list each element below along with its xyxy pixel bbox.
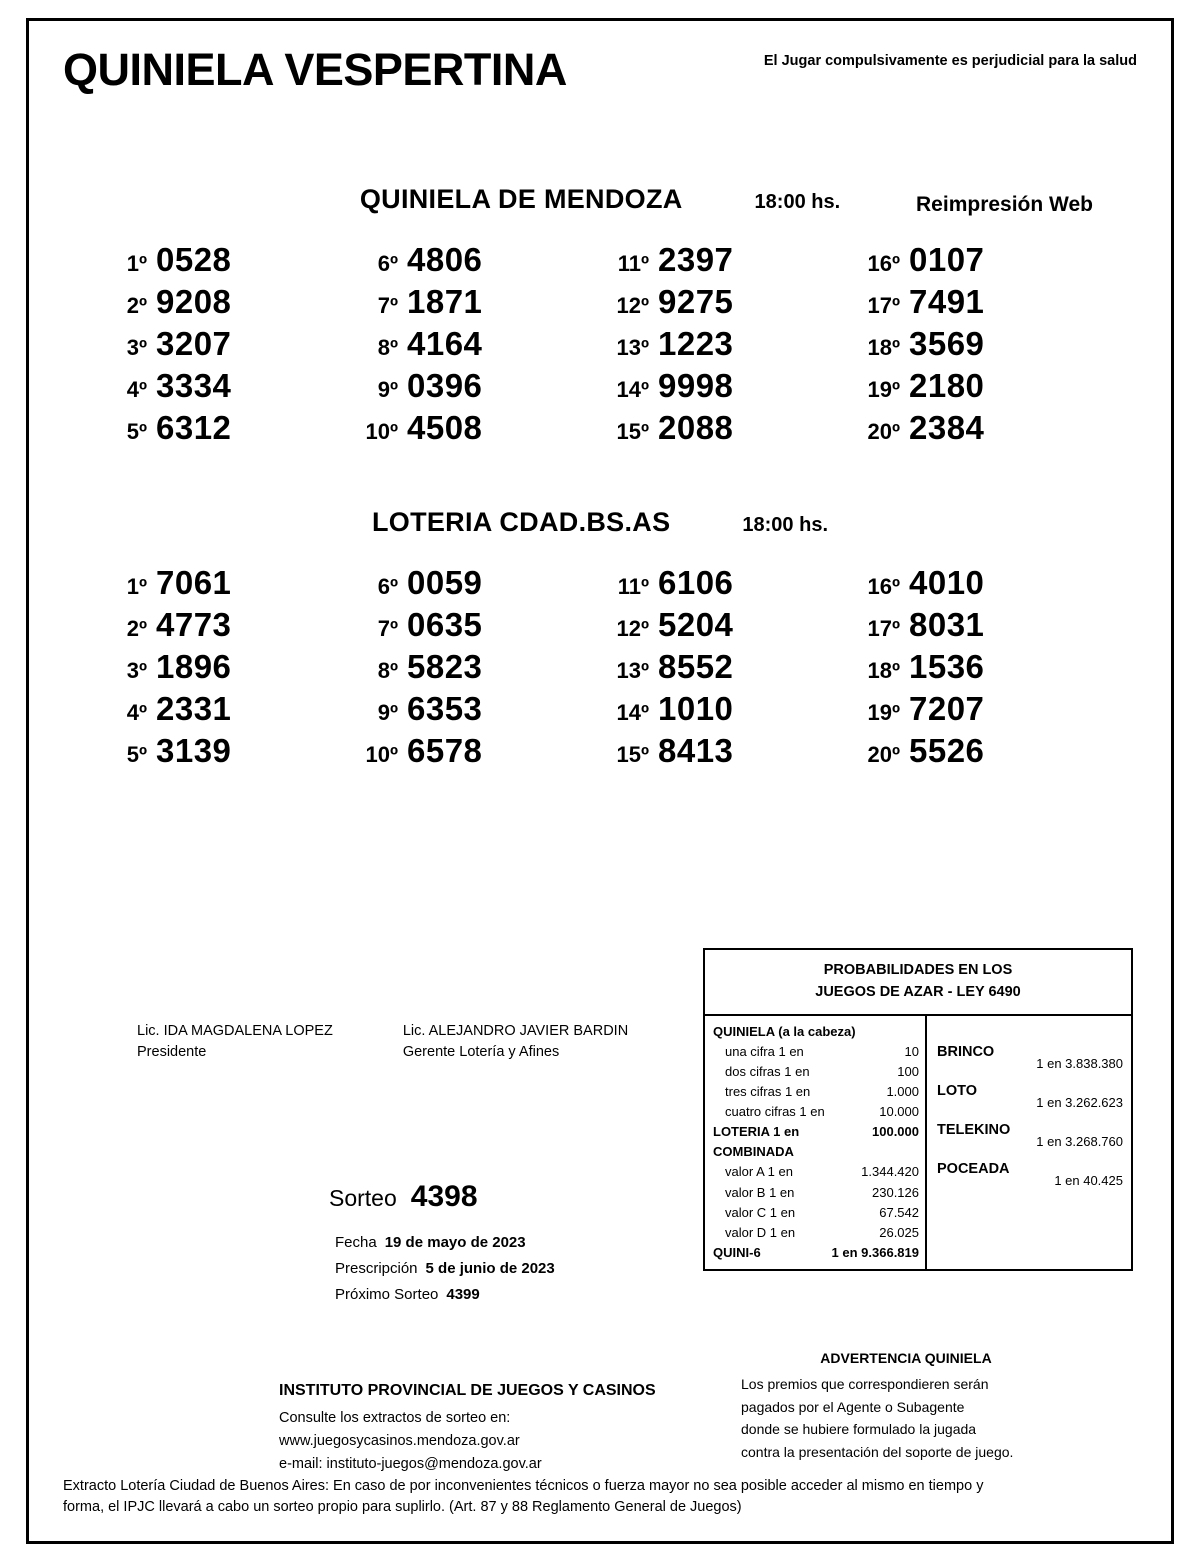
result-cell [611,690,862,728]
game-probability [937,1083,1123,1110]
result-cell [862,367,1113,405]
proximo-label: Próximo Sorteo [335,1286,439,1303]
result-number: 0107 [909,241,985,278]
result-number: 7491 [909,283,985,320]
probability-value: 100.000 [872,1124,919,1140]
result-number: 3139 [156,732,232,769]
result-number: 1536 [909,648,985,685]
result-position: 8º [377,658,398,683]
result-position: 9º [377,700,398,725]
result-number: 4773 [156,606,232,643]
result-cell [862,690,1113,728]
probability-row [713,1022,919,1042]
signature-role: Gerente Lotería y Afines [402,1044,560,1061]
results-sheet [26,18,1174,1544]
result-cell [360,409,611,447]
header [63,43,1137,95]
result-number: 5526 [909,732,985,769]
result-number: 1871 [407,283,483,320]
result-position: 18º [867,658,900,683]
probabilities-title [705,950,1131,1016]
result-position: 19º [867,700,900,725]
result-position: 11º [617,574,649,599]
result-position: 2º [126,616,147,641]
result-position: 5º [126,419,147,444]
result-position: 10º [365,419,398,444]
result-cell [611,732,862,770]
result-position: 14º [616,377,649,402]
probability-row [713,1102,919,1122]
result-position: 3º [126,658,147,683]
probability-row [713,1142,919,1162]
probability-value: 1.000 [886,1083,919,1099]
result-position: 14º [616,700,649,725]
probability-label: una cifra 1 en [725,1043,804,1059]
result-position: 13º [616,335,649,360]
result-number: 0396 [407,367,483,404]
result-position: 4º [126,377,147,402]
probability-label: QUINIELA (a la cabeza) [713,1023,856,1039]
result-cell [360,241,611,279]
result-cell [109,367,360,405]
result-number: 6353 [407,690,483,727]
result-position: 10º [365,742,398,767]
probabilities-left-column [705,1016,927,1270]
probability-value: 10.000 [879,1104,919,1120]
result-cell [611,241,862,279]
result-number: 6578 [407,732,483,769]
advertencia-line-2: pagados por el Agente o Subagente [741,1398,965,1415]
result-position: 7º [377,293,398,318]
result-position: 15º [616,742,649,767]
probabilities-title-line1: PROBABILIDADES EN LOS [823,962,1013,978]
advertencia-line-1: Los premios que correspondieren serán [741,1376,989,1393]
result-position: 7º [377,616,398,641]
result-cell [862,283,1113,321]
result-cell [109,564,360,602]
probability-label: LOTERIA 1 en [713,1124,800,1140]
advertencia-block [741,1347,1071,1463]
probability-row [713,1243,919,1263]
result-cell [360,564,611,602]
result-number: 2397 [658,241,734,278]
result-position: 12º [616,293,649,318]
result-position: 11º [617,251,649,276]
signature-manager [403,1021,628,1063]
result-cell [109,690,360,728]
result-number: 2331 [156,690,232,727]
draw-header [63,507,1137,538]
result-position: 5º [126,742,147,767]
result-position: 16º [867,574,900,599]
prescripcion-label: Prescripción [335,1259,418,1277]
institute-block [279,1378,656,1476]
result-position: 19º [867,377,900,402]
sorteo-fecha-row [329,1230,555,1256]
result-position: 12º [616,616,649,641]
probability-label: dos cifras 1 en [725,1063,810,1079]
result-cell [862,409,1113,447]
result-position: 4º [126,700,147,725]
result-cell [109,648,360,686]
game-name: BRINCO [937,1043,995,1060]
game-odds: 1 en 40.425 [1054,1172,1123,1188]
sorteo-heading [329,1171,555,1224]
result-number: 2088 [658,409,734,446]
probability-value: 10 [904,1043,919,1059]
result-cell [109,606,360,644]
footer-note [63,1476,1137,1520]
result-position: 16º [867,251,900,276]
result-number: 4806 [407,241,483,278]
result-position: 17º [867,293,900,318]
probability-label: cuatro cifras 1 en [725,1104,825,1120]
result-position: 2º [126,293,147,318]
result-number: 2180 [909,367,985,404]
sorteo-label: Sorteo [329,1185,397,1211]
result-cell [360,325,611,363]
game-odds: 1 en 3.262.623 [1036,1094,1123,1110]
result-cell [109,325,360,363]
result-number: 1223 [658,325,734,362]
probability-row [713,1183,919,1203]
result-position: 9º [377,377,398,402]
probability-label: valor B 1 en [725,1184,795,1200]
probability-row [713,1042,919,1062]
result-number: 0059 [407,564,483,601]
probabilities-body [705,1016,1131,1270]
result-number: 4508 [407,409,483,446]
result-position: 20º [867,742,900,767]
institute-title: INSTITUTO PROVINCIAL DE JUEGOS Y CASINOS [279,1382,656,1399]
sorteo-proximo-row [329,1282,555,1308]
result-cell [611,564,862,602]
page-title: QUINIELA VESPERTINA [63,44,567,95]
footer-line-1: Extracto Lotería Ciudad de Buenos Aires: En caso de por inconvenientes técnicos o fuerza mayor no sea posible acceder al mismo en tiempo y [63,1477,984,1494]
result-position: 3º [126,335,147,360]
result-number: 3334 [156,367,232,404]
result-cell [109,241,360,279]
result-number: 7207 [909,690,985,727]
result-cell [109,283,360,321]
advertencia-title: ADVERTENCIA QUINIELA [820,1350,992,1366]
result-position: 18º [867,335,900,360]
signature-president [137,1021,333,1063]
result-number: 6106 [658,564,734,601]
fecha-value: 19 de mayo de 2023 [384,1233,526,1251]
result-cell [611,606,862,644]
result-position: 15º [616,419,649,444]
institute-email[interactable]: e-mail: instituto-juegos@mendoza.gov.ar [279,1455,542,1472]
result-number: 9208 [156,283,232,320]
game-name: LOTO [937,1082,978,1099]
game-name: TELEKINO [937,1121,1011,1138]
signature-name: Lic. IDA MAGDALENA LOPEZ [137,1023,333,1039]
probability-label: valor A 1 en [725,1164,793,1180]
result-number: 6312 [156,409,232,446]
result-cell [360,367,611,405]
reprint-label: Reimpresión Web [916,193,1093,216]
result-cell [611,409,862,447]
result-cell [360,283,611,321]
result-cell [360,690,611,728]
advertencia-line-3: donde se hubiere formulado la jugada [741,1421,977,1438]
probability-row [713,1082,919,1102]
result-number: 9275 [658,283,734,320]
result-position: 13º [616,658,649,683]
result-cell [862,648,1113,686]
signatures [137,1021,628,1063]
probability-label: COMBINADA [713,1144,794,1160]
result-number: 4164 [407,325,483,362]
signature-role: Presidente [137,1044,207,1061]
fecha-label: Fecha [335,1233,377,1251]
results-grid [63,241,1137,447]
draw-title: QUINIELA DE MENDOZA [359,184,683,214]
probability-value: 1 en 9.366.819 [831,1245,919,1261]
result-number: 7061 [156,564,232,601]
result-cell [109,732,360,770]
probability-label: tres cifras 1 en [725,1083,811,1099]
result-number: 0635 [407,606,483,643]
result-cell [862,564,1113,602]
draw-title: LOTERIA CDAD.BS.AS [371,507,671,537]
result-number: 1896 [156,648,232,685]
probabilities-title-line2: JUEGOS DE AZAR - LEY 6490 [815,983,1021,1000]
probability-value: 1.344.420 [861,1164,919,1180]
results-grid [63,564,1137,770]
result-cell [611,283,862,321]
draw-section-mendoza [63,184,1137,447]
result-cell [611,367,862,405]
sorteo-info [329,1171,555,1308]
probabilities-box [703,948,1133,1271]
result-position: 6º [377,574,398,599]
probability-row [713,1203,919,1223]
result-number: 0528 [156,241,232,278]
probability-label: QUINI-6 [713,1245,761,1261]
gambling-warning: El Jugar compulsivamente es perjudicial para la salud [763,53,1137,69]
result-position: 17º [867,616,900,641]
probabilities-right-column [927,1016,1131,1270]
proximo-value: 4399 [446,1286,480,1303]
footer-line-2: forma, el IPJC llevará a cabo un sorteo propio para suplirlo. (Art. 87 y 88 Reglamento General de Juegos) [63,1499,742,1516]
institute-website[interactable]: www.juegosycasinos.mendoza.gov.ar [279,1432,520,1449]
result-number: 3207 [156,325,232,362]
probability-label: valor D 1 en [725,1224,796,1240]
result-position: 8º [377,335,398,360]
game-odds: 1 en 3.838.380 [1036,1055,1123,1071]
result-cell [862,732,1113,770]
result-number: 5823 [407,648,483,685]
result-number: 3569 [909,325,985,362]
result-number: 8031 [909,606,985,643]
probability-label: valor C 1 en [725,1204,796,1220]
result-cell [360,606,611,644]
result-position: 20º [867,419,900,444]
result-number: 8552 [658,648,734,685]
game-odds: 1 en 3.268.760 [1036,1133,1123,1149]
game-probability [937,1122,1123,1149]
draw-section-bsas [63,507,1137,770]
result-cell [862,241,1113,279]
result-number: 8413 [658,732,734,769]
signature-name: Lic. ALEJANDRO JAVIER BARDIN [402,1023,629,1039]
result-position: 6º [377,251,398,276]
draw-time: 18:00 hs. [754,191,841,213]
probability-value: 26.025 [879,1224,919,1240]
result-cell [109,409,360,447]
game-probability [937,1161,1123,1188]
probability-value: 100 [897,1063,919,1079]
sorteo-number: 4398 [410,1180,478,1213]
result-number: 2384 [909,409,985,446]
probability-row [713,1062,919,1082]
game-name: POCEADA [937,1160,1010,1177]
result-number: 9998 [658,367,734,404]
advertencia-line-4: contra la presentación del soporte de juego. [741,1443,1014,1460]
probability-row [713,1162,919,1182]
draw-time: 18:00 hs. [742,514,828,536]
result-number: 4010 [909,564,985,601]
result-position: 1º [126,251,147,276]
result-cell [862,606,1113,644]
sorteo-prescripcion-row [329,1256,555,1282]
probability-value: 230.126 [872,1184,919,1200]
prescripcion-value: 5 de junio de 2023 [425,1259,555,1277]
result-cell [611,648,862,686]
result-cell [611,325,862,363]
result-position: 1º [126,574,147,599]
result-cell [360,732,611,770]
result-number: 1010 [658,690,734,727]
result-number: 5204 [658,606,734,643]
probability-row [713,1223,919,1243]
probability-value: 67.542 [879,1204,919,1220]
result-cell [360,648,611,686]
game-probability [937,1044,1123,1071]
institute-line-1: Consulte los extractos de sorteo en: [279,1409,511,1426]
result-cell [862,325,1113,363]
probability-row [713,1122,919,1142]
